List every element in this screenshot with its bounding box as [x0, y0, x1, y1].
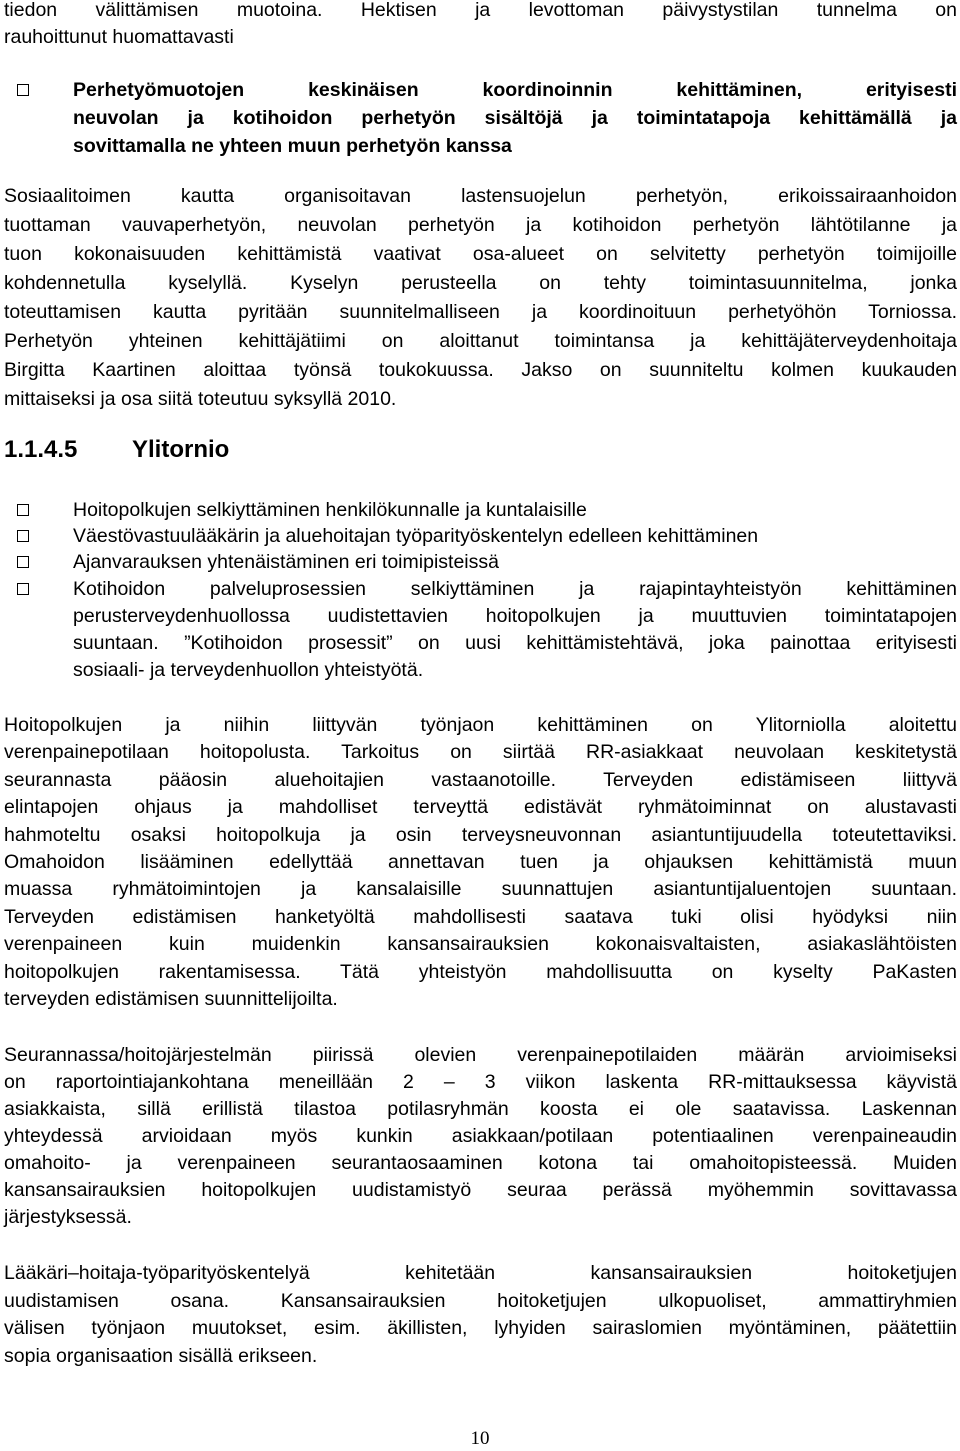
text-line: Hoitopolkujen ja niihin liittyvän työnjaon kehittäminen on Ylitorniolla aloitettu: [4, 714, 957, 736]
text-line: Hoitopolkujen selkiyttäminen henkilökunnalle ja kuntalaisille: [73, 499, 587, 521]
text-line: muassa ryhmätoimintojen ja kansalaisille suunnattujen asiantuntijaluentojen suuntaan.: [4, 878, 957, 901]
text-line: Birgitta Kaartinen aloittaa työnsä toukokuussa. Jakso on suunniteltu kolmen kuukauden: [4, 359, 957, 381]
text-line: hahmoteltu osaksi hoitopolkuja ja osin terveysneuvonnan asiantuntijuudella toteutettaviksi.: [4, 823, 957, 846]
text-line: sosiaali- ja terveydenhuollon yhteistyötä.: [73, 659, 424, 681]
text-line: toteuttamisen kautta pyritään suunnitelmalliseen ja koordinoituun perhetyöhön Torniossa.: [4, 301, 957, 323]
text-line: perusterveydenhuollossa uudistettavien hoitopolkujen ja muuttuvien toimintatapojen: [73, 605, 957, 627]
bullet-checkbox-icon: [17, 530, 29, 542]
bullet-item: [73, 576, 957, 684]
text-line: Omahoidon lisääminen edellyttää annettavan tuen ja ohjauksen kehittämistä muun: [4, 850, 957, 873]
text-line: Perhetyömuotojen keskinäisen koordinoinnin kehittäminen, erityisesti: [73, 79, 957, 101]
section-heading: [4, 434, 229, 466]
text-line: tuottaman vauvaperhetyön, neuvolan perhetyön ja kotihoidon perhetyön lähtötilanne ja: [4, 214, 957, 236]
text-line: mittaiseksi ja osa siitä toteutuu syksyllä 2010.: [4, 388, 397, 410]
bullet-checkbox-icon: [17, 504, 29, 516]
text-line: Seurannassa/hoitojärjestelmän piirissä olevien verenpainepotilaiden määrän arvioimiseksi: [4, 1044, 957, 1066]
text-line: elintapojen ohjaus ja mahdolliset terveyttä edistävät ryhmätoiminnat on alustavasti: [4, 796, 957, 819]
bullet-item: [73, 497, 957, 524]
text-line: hoitopolkujen rakentamisessa. Tätä yhteistyön mahdollisuutta on kyselty PaKasten: [4, 960, 957, 983]
text-line: Perhetyön yhteinen kehittäjätiimi on aloittanut toimintansa ja kehittäjäterveydenhoitaja: [4, 330, 957, 352]
text-line: Lääkäri–hoitaja-työparityöskentelyä kehitetään kansansairauksien hoitoketjujen: [4, 1262, 957, 1284]
text-line: suuntaan. ”Kotihoidon prosessit” on uusi kehittämistehtävä, joka painottaa erityisesti: [73, 632, 957, 654]
text-line: tuon kokonaisuuden kehittämistä vaativat osa-alueet on selvitetty perhetyön toimijoille: [4, 243, 957, 265]
text-line: tiedon välittämisen muotoina. Hektisen ja levottoman päivystystilan tunnelma on: [4, 0, 957, 21]
text-line: terveyden edistämisen suunnittelijoilta.: [4, 987, 338, 1010]
text-line: omahoito- ja verenpaineen seurantaosaaminen kotona tai omahoitopisteessä. Muiden: [4, 1152, 957, 1174]
text-line: Terveyden edistämisen hanketyöltä mahdollisesti saatava tuki olisi hyödyksi niin: [4, 905, 957, 928]
text-line: kohdennetulla kyselyllä. Kyselyn perusteella on tehty toimintasuunnitelma, jonka: [4, 272, 957, 294]
text-line: sovittamalla ne yhteen muun perhetyön kanssa: [73, 135, 512, 157]
text-line: seurannasta pääosin aluehoitajien vastaanotoille. Terveyden edistämiseen liittyvä: [4, 768, 957, 791]
paragraph-seuranta: [4, 1042, 957, 1231]
bold-bullet-item: [73, 76, 957, 160]
text-line: verenpainepotilaan hoitopolusta. Tarkoitus on siirtää RR-asiakkaat neuvolaan keskitetystä: [4, 741, 957, 764]
section-number: 1.1.4.5: [4, 436, 78, 463]
text-line: kansansairauksien hoitopolkujen uudistamistyö seuraa perässä myöhemmin sovittavassa: [4, 1179, 957, 1201]
text-line: uudistamisen osana. Kansansairauksien hoitoketjujen ulkopuoliset, ammattiryhmien: [4, 1289, 957, 1312]
paragraph-hoitopolut: [4, 712, 957, 1013]
paragraph-tyoparit: [4, 1260, 957, 1371]
bullet-checkbox-icon: [17, 84, 29, 96]
text-line: Väestövastuulääkärin ja aluehoitajan työparityöskentelyn edelleen kehittäminen: [73, 525, 759, 547]
text-line: välisen työnjaon muutokset, esim. äkillisten, lyhyiden sairaslomien myöntäminen, päätettiin: [4, 1317, 957, 1340]
text-line: Kotihoidon palveluprosessien selkiyttäminen ja rajapintayhteistyön kehittäminen: [73, 578, 957, 600]
text-line: järjestyksessä.: [4, 1206, 132, 1228]
bullet-checkbox-icon: [17, 583, 29, 595]
page-number: 10: [470, 1428, 490, 1449]
text-line: sopia organisaation sisällä erikseen.: [4, 1345, 318, 1368]
bullet-checkbox-icon: [17, 556, 29, 568]
text-line: Sosiaalitoimen kautta organisoitavan lastensuojelun perhetyön, erikoissairaanhoidon: [4, 185, 957, 207]
text-line: on raportointiajankohtana meneillään 2 – 3 viikon laskenta RR-mittauksessa käyvistä: [4, 1071, 957, 1093]
text-line: asiakkaista, sillä erillistä tilastoa potilasryhmän koosta ei ole saatavissa. Laskennan: [4, 1098, 957, 1120]
text-line: neuvolan ja kotihoidon perhetyön sisältöjä ja toimintatapoja kehittämällä ja: [73, 107, 957, 129]
bullet-item: [73, 523, 957, 550]
section-title: Ylitornio: [132, 436, 230, 463]
text-line: yhteydessä arvioidaan myös kunkin asiakkaan/potilaan potentiaalinen verenpaineaudin: [4, 1125, 957, 1147]
text-line: rauhoittunut huomattavasti: [4, 26, 234, 48]
bullet-item: [73, 549, 957, 576]
paragraph-perhetyo: [4, 182, 957, 414]
text-line: verenpaineen kuin muidenkin kansansairauksien kokonaisvaltaisten, asiakaslähtöisten: [4, 933, 957, 956]
intro-paragraph: [4, 0, 957, 51]
text-line: Ajanvarauksen yhtenäistäminen eri toimipisteissä: [73, 551, 499, 573]
